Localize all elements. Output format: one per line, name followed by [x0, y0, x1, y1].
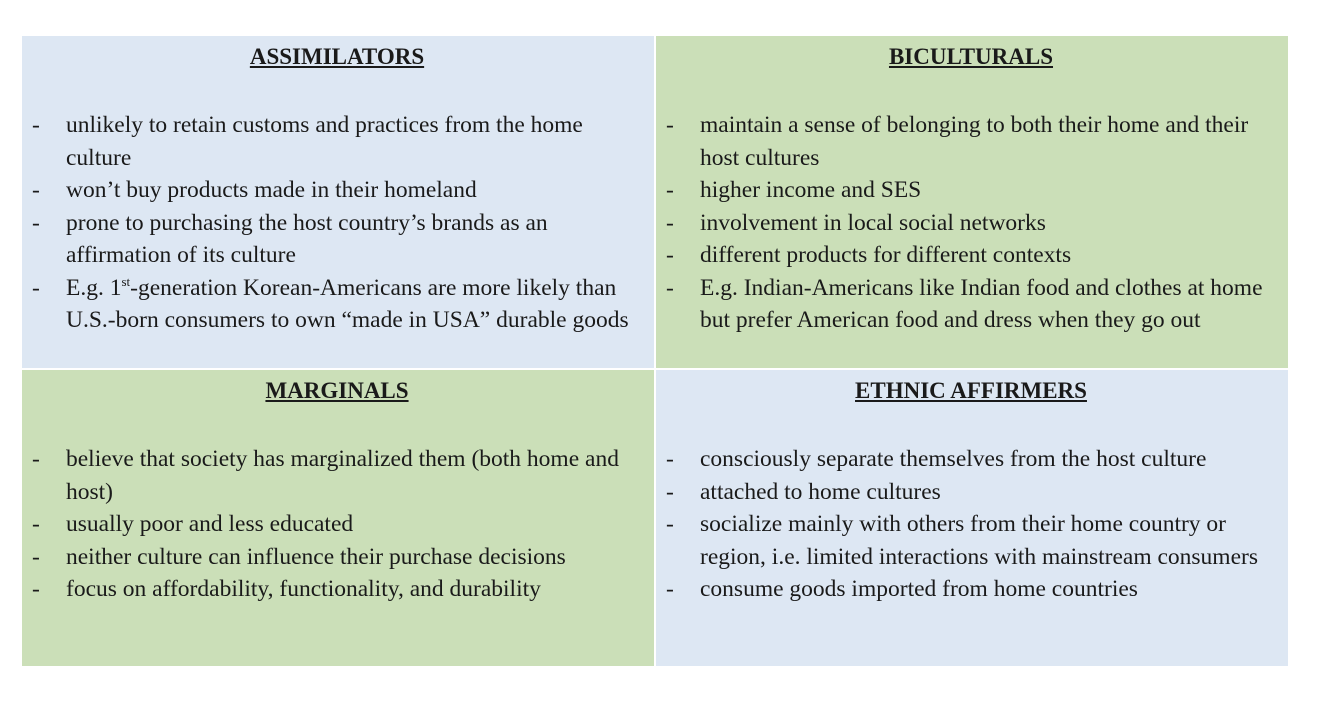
ordinal-superscript: st: [121, 273, 131, 289]
list-item: [664, 508, 1278, 573]
dash-bullet: -: [666, 177, 674, 203]
bullet-list: [664, 109, 1278, 337]
example-prefix: E.g. 1: [66, 274, 122, 301]
quadrant-title: BICULTURALS: [888, 44, 1054, 69]
dash-bullet: -: [32, 112, 40, 138]
list-item-text: maintain a sense of belonging to both their home and their host cultures: [700, 112, 1249, 171]
example-suffix: -generation Korean-Americans are more likely than U.S.-born consumers to own “made in USA” durable goods: [66, 274, 629, 333]
list-item-example: [664, 272, 1278, 337]
list-item-text: focus on affordability, functionality, and durability: [66, 576, 541, 602]
list-item-text: consciously separate themselves from the host culture: [700, 446, 1207, 472]
dash-bullet: -: [666, 274, 674, 301]
quadrant-assimilators: [22, 36, 654, 368]
list-item-text: involvement in local social networks: [700, 209, 1046, 236]
list-item-text: attached to home cultures: [700, 478, 941, 505]
list-item: [30, 174, 644, 207]
dash-bullet: -: [666, 209, 674, 236]
list-item-text: won’t buy products made in their homeland: [66, 177, 477, 203]
list-item-text: different products for different contexts: [700, 242, 1072, 268]
bullet-list: [664, 443, 1278, 606]
list-item-text: higher income and SES: [700, 177, 922, 203]
dash-bullet: -: [32, 274, 40, 301]
dash-bullet: -: [666, 112, 674, 138]
list-item: [30, 573, 644, 606]
list-item: [664, 443, 1278, 476]
acculturation-table: [22, 36, 1288, 666]
list-item-text: neither culture can influence their purchase decisions: [66, 543, 566, 570]
dash-bullet: -: [666, 576, 674, 602]
quadrant-title: ASSIMILATORS: [249, 44, 425, 69]
quadrant-ethnic-affirmers: [656, 370, 1288, 666]
bullet-list: [30, 443, 644, 606]
bullet-list: [30, 109, 644, 337]
quadrant-title: MARGINALS: [265, 378, 409, 403]
quadrant-biculturals: [656, 36, 1288, 368]
dash-bullet: -: [666, 511, 674, 537]
dash-bullet: -: [32, 543, 40, 570]
dash-bullet: -: [32, 177, 40, 203]
list-item-text: unlikely to retain customs and practices from the home culture: [66, 112, 583, 171]
dash-bullet: -: [666, 242, 674, 268]
list-item-text: E.g. Indian-Americans like Indian food and clothes at home but prefer American food and dress when they go out: [700, 274, 1263, 333]
list-item-text: believe that society has marginalized them (both home and host): [66, 446, 619, 505]
list-item: [664, 573, 1278, 606]
quadrant-marginals: [22, 370, 654, 666]
list-item: [664, 109, 1278, 174]
list-item: [30, 207, 644, 272]
list-item: [30, 541, 644, 574]
dash-bullet: -: [32, 511, 40, 537]
list-item: [664, 174, 1278, 207]
list-item-text: socialize mainly with others from their home country or region, i.e. limited interactions with mainstream consumers: [700, 511, 1258, 570]
list-item: [664, 207, 1278, 240]
list-item: [664, 239, 1278, 272]
list-item: [30, 508, 644, 541]
list-item-text: prone to purchasing the host country’s brands as an affirmation of its culture: [66, 209, 548, 268]
dash-bullet: -: [32, 209, 40, 236]
list-item-text: consume goods imported from home countries: [700, 576, 1138, 602]
quadrant-title: ETHNIC AFFIRMERS: [855, 378, 1087, 403]
dash-bullet: -: [666, 446, 674, 472]
list-item-text: usually poor and less educated: [66, 511, 354, 537]
list-item: [664, 476, 1278, 509]
dash-bullet: -: [32, 446, 40, 472]
dash-bullet: -: [32, 576, 40, 602]
dash-bullet: -: [666, 478, 674, 505]
list-item: [30, 443, 644, 508]
list-item-example: [30, 272, 644, 337]
list-item: [30, 109, 644, 174]
